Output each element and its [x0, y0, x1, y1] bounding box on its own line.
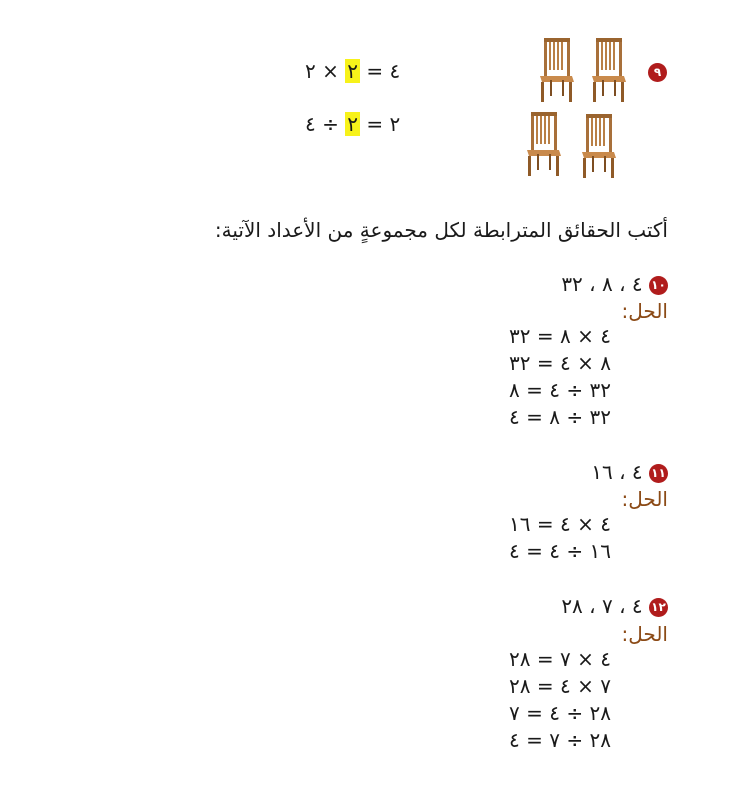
- question-12-header: [561, 594, 668, 618]
- eq-term: ٤: [305, 112, 316, 136]
- question-number-badge-12: ١٢: [649, 598, 668, 617]
- eq-operator: =: [366, 112, 384, 136]
- fact-line: ٣٢ ÷ ٤ = ٨: [509, 378, 611, 402]
- question-10-header: [561, 272, 668, 296]
- q10-solution-lines: [509, 323, 611, 431]
- wooden-chair-icon: [538, 36, 576, 104]
- fact-line: ١٦ ÷ ٤ = ٤: [509, 539, 611, 563]
- fact-line: ٨ × ٤ = ٣٢: [509, 351, 611, 375]
- wooden-chair-icon: [525, 110, 563, 178]
- highlighted-answer: ٢: [347, 59, 358, 83]
- eq-term: ٢: [305, 59, 316, 83]
- eq-term: ٢: [389, 112, 401, 136]
- question-number-badge-10: ١٠: [649, 276, 668, 295]
- number-set: ٤ ، ٧ ، ٢٨: [561, 594, 643, 618]
- q9-equation-1: [305, 58, 400, 85]
- highlighted-answer: ٢: [347, 112, 358, 136]
- solution-label: الحل:: [621, 299, 668, 323]
- fact-line: ٤ × ٤ = ١٦: [509, 512, 611, 536]
- question-number-badge-11: ١١: [649, 464, 668, 483]
- instruction-heading: أكتب الحقائق المترابطة لكل مجموعةٍ من الأعداد الآتية:: [214, 218, 668, 242]
- eq-term: ٤: [389, 59, 401, 83]
- wooden-chair-icon: [590, 36, 628, 104]
- solution-label: الحل:: [621, 487, 668, 511]
- q12-solution-lines: [509, 646, 611, 754]
- number-set: ٤ ، ٨ ، ٣٢: [561, 272, 643, 296]
- fact-line: ٣٢ ÷ ٨ = ٤: [509, 405, 611, 429]
- solution-label: الحل:: [621, 622, 668, 646]
- wooden-chair-icon: [580, 112, 618, 180]
- number-set: ٤ ، ١٦: [591, 460, 643, 484]
- question-11-header: [591, 460, 668, 484]
- fact-line: ٧ × ٤ = ٢٨: [509, 674, 611, 698]
- eq-operator: =: [366, 59, 384, 83]
- fact-line: ٢٨ ÷ ٤ = ٧: [509, 701, 611, 725]
- q9-equation-2: [305, 111, 400, 138]
- fact-line: ٤ × ٧ = ٢٨: [509, 647, 611, 671]
- fact-line: ٤ × ٨ = ٣٢: [509, 324, 611, 348]
- eq-operator: ×: [322, 59, 339, 83]
- fact-line: ٢٨ ÷ ٧ = ٤: [509, 728, 611, 752]
- q11-solution-lines: [509, 511, 611, 565]
- eq-operator: ÷: [322, 112, 339, 136]
- question-number-badge-9: ٩: [648, 63, 667, 82]
